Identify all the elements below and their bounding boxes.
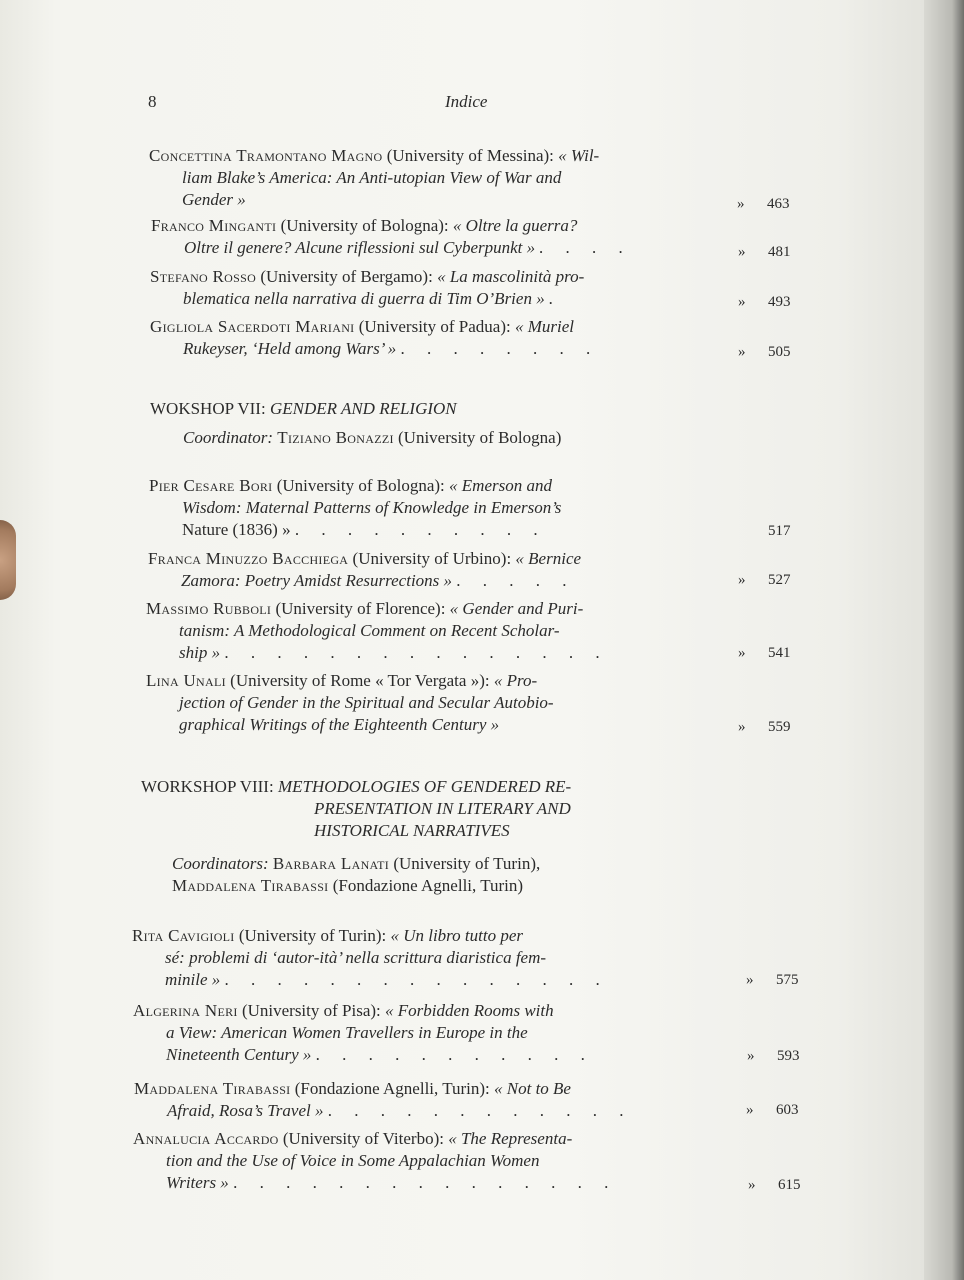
author: Franca Minuzzo Bacchiega <box>148 549 349 568</box>
entry-title-line: « Emerson and <box>449 476 552 495</box>
coordinator-label: Coordinator: <box>183 428 274 447</box>
toc-entry <box>134 1078 700 1122</box>
raquo: » <box>738 645 746 661</box>
affiliation: (University of Turin): <box>238 926 387 945</box>
page-ref-number: 559 <box>768 719 791 735</box>
entry-title-line: tanism: A Methodological Comment on Recent Scholar- <box>179 621 560 640</box>
dot-leader: . . . . . . . . . . <box>294 520 547 539</box>
toc-entry <box>149 475 697 541</box>
author: Massimo Rubboli <box>146 599 272 618</box>
affiliation: (University of Bergamo): <box>260 267 433 286</box>
raquo: » <box>738 719 746 735</box>
entry-title-line: Wisdom: Maternal Patterns of Knowledge in Emerson’s <box>182 498 562 517</box>
author: Gigliola Sacerdoti Mariani <box>150 317 355 336</box>
coordinator-name: Barbara Lanati <box>272 854 390 873</box>
dot-leader: . . . . . . . . . . . . <box>327 1101 633 1120</box>
dot-leader: . . . . . <box>456 571 576 590</box>
entry-title-line: Rukeyser, ‘Held among Wars’ » <box>183 339 397 358</box>
toc-entry <box>146 670 698 736</box>
entry-title-line: « Oltre la guerra? <box>452 216 578 235</box>
workshop-title-line: HISTORICAL NARRATIVES <box>314 821 510 840</box>
page-number: 8 <box>148 92 157 111</box>
entry-title-line: « Not to Be <box>494 1079 571 1098</box>
entry-title-line: « La mascolinità pro- <box>437 267 585 286</box>
entry-title-line: Zamora: Poetry Amidst Resurrections » <box>181 571 453 590</box>
raquo: » <box>737 196 745 212</box>
raquo: » <box>747 1048 755 1064</box>
toc-entry <box>149 145 699 211</box>
coordinator-name: Tiziano Bonazzi <box>277 428 394 447</box>
dot-leader: . . . . . . . . . . . . . . . <box>233 1173 618 1192</box>
coordinator-label: Coordinators: <box>172 854 269 873</box>
raquo: » <box>738 294 746 310</box>
page-ref-number: 481 <box>768 244 791 260</box>
entry-title-line: Nature (1836) » <box>182 520 291 539</box>
workshop-title-line: METHODOLOGIES OF GENDERED RE- <box>277 777 572 796</box>
dot-leader: . . . . . . . . . . . . . . . <box>224 970 609 989</box>
dot-leader: . . . . . . . . . . . <box>315 1045 594 1064</box>
toc-entry <box>150 316 700 360</box>
toc-entry <box>146 598 698 664</box>
coordinator-line <box>172 853 540 897</box>
raquo: » <box>738 244 746 260</box>
workshop-heading <box>150 398 457 420</box>
page-ref-number: 603 <box>776 1102 799 1118</box>
entry-title-line: minile » <box>165 970 221 989</box>
entry-title-line: « Gender and Puri- <box>449 599 584 618</box>
author: Concettina Tramontano Magno <box>149 146 383 165</box>
page-ref-number: 575 <box>776 972 799 988</box>
workshop-label: WOKSHOP VII: <box>150 399 266 418</box>
dot-leader: . . . . . . . . <box>400 339 600 358</box>
toc-entry <box>151 215 701 259</box>
workshop-title-line: PRESENTATION IN LITERARY AND <box>314 799 571 818</box>
affiliation: (University of Rome « Tor Vergata »): <box>230 671 490 690</box>
entry-title-line: ship » <box>179 643 221 662</box>
page-ref-number: 527 <box>768 572 791 588</box>
toc-entry <box>132 925 697 991</box>
toc-entry <box>133 1000 699 1066</box>
page-ref-number: 505 <box>768 344 791 360</box>
entry-title-line: « The Representa- <box>448 1129 573 1148</box>
page-ref-number: 517 <box>768 523 791 539</box>
page-ref-number: 541 <box>768 645 791 661</box>
author: Franco Minganti <box>151 216 277 235</box>
running-title: Indice <box>445 92 488 111</box>
entry-title-line: « Un libro tutto per <box>390 926 523 945</box>
entry-title-line: « Bernice <box>515 549 582 568</box>
coordinator-name: Maddalena Tirabassi <box>172 876 329 895</box>
entry-title-line: graphical Writings of the Eighteenth Century » <box>179 715 500 734</box>
author: Lina Unali <box>146 671 226 690</box>
workshop-label: WORKSHOP VIII: <box>141 777 274 796</box>
coordinator-affiliation: (Fondazione Agnelli, Turin) <box>332 876 524 895</box>
entry-title-line: blematica nella narrativa di guerra di Tim O’Brien » <box>183 289 545 308</box>
raquo: » <box>738 344 746 360</box>
raquo: » <box>746 1102 754 1118</box>
coordinator-line <box>183 427 561 449</box>
entry-title-line: tion and the Use of Voice in Some Appalachian Women <box>166 1151 540 1170</box>
workshop-title: GENDER AND RELIGION <box>269 399 457 418</box>
raquo: » <box>748 1177 756 1193</box>
entry-title-line: Gender » <box>182 190 246 209</box>
affiliation: (University of Viterbo): <box>282 1129 444 1148</box>
author: Annalucia Accardo <box>133 1129 279 1148</box>
page-ref-number: 463 <box>767 196 790 212</box>
page-ref-number: 615 <box>778 1177 801 1193</box>
coordinator-affiliation: (University of Bologna) <box>398 428 562 447</box>
entry-title-line: Nineteenth Century » <box>166 1045 312 1064</box>
author: Pier Cesare Bori <box>149 476 273 495</box>
entry-title-line: « Pro- <box>493 671 538 690</box>
entry-title-line: Afraid, Rosa’s Travel » <box>167 1101 324 1120</box>
entry-title-line: a View: American Women Travellers in Europe in the <box>166 1023 528 1042</box>
entry-title-line: Writers » <box>166 1173 229 1192</box>
page-ref-number: 493 <box>768 294 791 310</box>
toc-entry <box>133 1128 703 1194</box>
toc-entry <box>150 266 700 310</box>
affiliation: (University of Bologna): <box>280 216 449 235</box>
affiliation: (University of Padua): <box>358 317 511 336</box>
entry-title-line: « Wil- <box>558 146 600 165</box>
affiliation: (University of Florence): <box>275 599 446 618</box>
coordinator-affiliation: (University of Turin), <box>393 854 541 873</box>
entry-title-line: Oltre il genere? Alcune riflessioni sul Cyberpunkt » <box>184 238 536 257</box>
entry-title-line: jection of Gender in the Spiritual and Secular Autobio- <box>179 693 554 712</box>
affiliation: (Fondazione Agnelli, Turin): <box>294 1079 490 1098</box>
entry-title-line: « Muriel <box>515 317 575 336</box>
author: Maddalena Tirabassi <box>134 1079 291 1098</box>
entry-title-line: « Forbidden Rooms with <box>385 1001 554 1020</box>
affiliation: (University of Urbino): <box>352 549 512 568</box>
author: Algerina Neri <box>133 1001 238 1020</box>
affiliation: (University of Messina): <box>386 146 554 165</box>
thumb <box>0 520 16 600</box>
author: Stefano Rosso <box>150 267 257 286</box>
entry-title-line: sé: problemi di ‘autor-ità’ nella scrittura diaristica fem- <box>165 948 547 967</box>
raquo: » <box>746 972 754 988</box>
toc-entry <box>148 548 698 592</box>
page-edge-shadow <box>924 0 964 1280</box>
page-ref-number: 593 <box>777 1048 800 1064</box>
dot-leader: . . . . . . . . . . . . . . . <box>224 643 609 662</box>
dot-leader: . . . . <box>539 238 633 257</box>
affiliation: (University of Pisa): <box>241 1001 381 1020</box>
dot-leader: . <box>548 289 563 308</box>
affiliation: (University of Bologna): <box>276 476 445 495</box>
entry-title-line: liam Blake’s America: An Anti-utopian View of War and <box>182 168 562 187</box>
author: Rita Cavigioli <box>132 926 235 945</box>
workshop-heading <box>141 776 701 842</box>
raquo: » <box>738 572 746 588</box>
